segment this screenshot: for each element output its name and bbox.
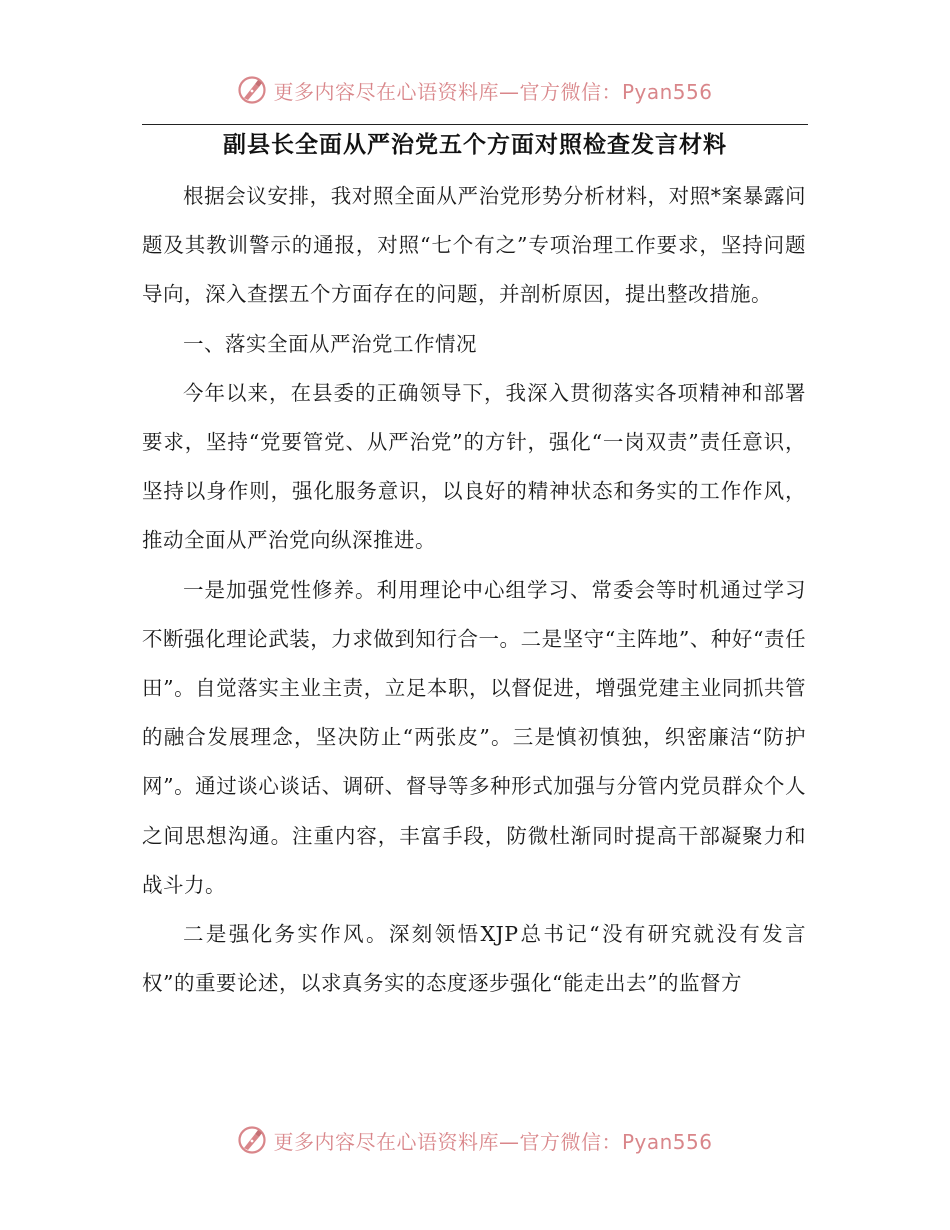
pen-nib-icon [237,1125,267,1155]
footer-watermark-banner [0,1120,950,1160]
document-body [142,172,806,1008]
document-title: 副县长全面从严治党五个方面对照检查发言材料 [223,132,727,158]
header-watermark-banner [0,70,950,110]
header-rule [142,124,808,125]
paragraph-party-cultivation: 一是加强党性修养。利用理论中心组学习、常委会等时机通过学习不断强化理论武装，力求做到知行合一。二是坚守“主阵地”、种好“责任田”。自觉落实主业主责，立足本职，以督促进，增强党建主业同抓共管的融合发展理念，坚决防止“两张皮”。三是慎初慎独，织密廉洁“防护网”。通过谈心谈话、调研、督导等多种形式加强与分管内党员群众个人之间思想沟通。注重内容，丰富手段，防微杜渐同时提高干部凝聚力和战斗力。 [142,577,806,897]
paragraph-overview: 今年以来，在县委的正确领导下，我深入贯彻落实各项精神和部署要求，坚持“党要管党、从严治党”的方针，强化“一岗双责”责任意识，坚持以身作则，强化服务意识，以良好的精神状态和务实的工作作风，推动全面从严治党向纵深推进。 [142,380,806,553]
pen-nib-icon [237,75,267,105]
footer-watermark-text: 更多内容尽在心语资料库—官方微信：Pyan556 [273,1129,713,1154]
paragraph-work-style: 二是强化务实作风。深刻领悟XJP总书记“没有研究就没有发言权”的重要论述，以求真务实的态度逐步强化“能走出去”的监督方 [142,922,806,996]
section-heading-1: 一、落实全面从严治党工作情况 [183,331,477,356]
header-watermark-text: 更多内容尽在心语资料库—官方微信：Pyan556 [273,79,713,104]
paragraph-intro: 根据会议安排，我对照全面从严治党形势分析材料，对照*案暴露问题及其教训警示的通报，对照“七个有之”专项治理工作要求，坚持问题导向，深入查摆五个方面存在的问题，并剖析原因，提出整改措施。 [142,184,806,307]
